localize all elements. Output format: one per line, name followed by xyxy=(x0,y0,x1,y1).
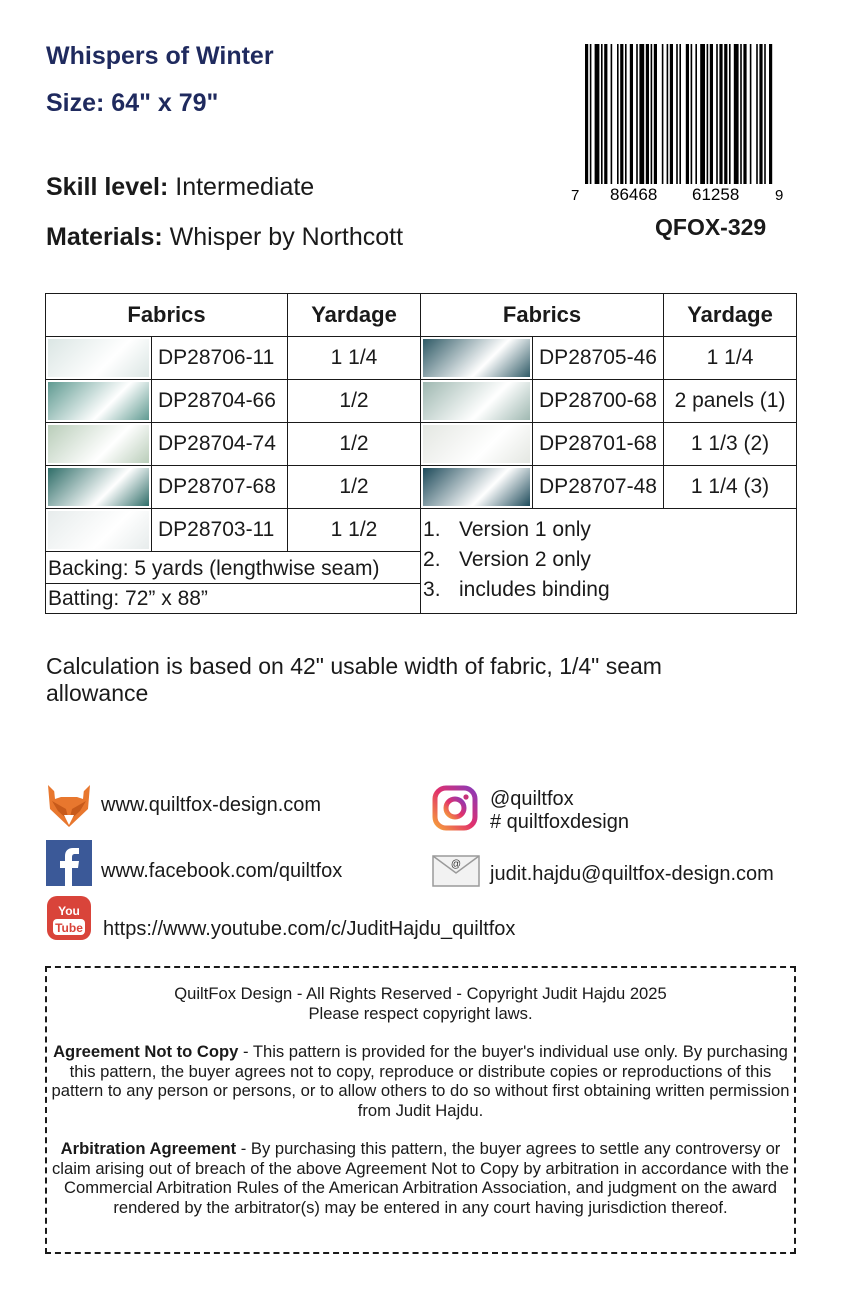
svg-text:You: You xyxy=(58,904,80,918)
arbitration-title: Arbitration Agreement xyxy=(60,1139,237,1158)
materials-value: Whisper by Northcott xyxy=(162,223,404,251)
email-link[interactable]: judit.hajdu@quiltfox-design.com xyxy=(490,863,774,885)
svg-text:Tube: Tube xyxy=(55,921,83,935)
fabric-yardage: 2 panels (1) xyxy=(664,380,797,423)
facebook-link[interactable]: www.facebook.com/quiltfox xyxy=(101,860,343,882)
fabric-swatch xyxy=(423,382,530,420)
fabric-swatch xyxy=(423,425,530,463)
instagram-icon xyxy=(432,785,478,831)
skill-level xyxy=(46,173,314,202)
barcode-digits-group1: 86468 xyxy=(610,185,658,204)
arbitration-paragraph xyxy=(47,1139,794,1217)
barcode-digits-group2: 61258 xyxy=(692,185,740,204)
barcode xyxy=(570,44,785,204)
backing-batting xyxy=(46,552,421,614)
table-row xyxy=(46,380,797,423)
materials-label: Materials: xyxy=(46,223,163,251)
copyright-line: QuiltFox Design - All Rights Reserved - Copyright Judit Hajdu 2025 xyxy=(174,984,667,1003)
footnote: 1. Version 1 only xyxy=(423,518,591,541)
fabric-yardage: 1/2 xyxy=(288,423,421,466)
fabric-code: DP28706-11 xyxy=(152,337,288,380)
agreement-text: - This pattern is provided for the buyer's individual use only. By purchasing this pattern, the buyer agrees not to copy, reproduce or distribute copies or reproductions of this pattern to any person or persons, or to allow others to do so without first obtaining written permission from Judit Hajdu. xyxy=(51,1042,790,1120)
instagram-hashtag: # quiltfoxdesign xyxy=(490,811,629,833)
fox-logo-icon xyxy=(46,783,92,829)
fabrics-header: Fabrics xyxy=(46,294,288,337)
barcode-digit-right: 9 xyxy=(775,187,784,204)
instagram-handle[interactable]: @quiltfox xyxy=(490,788,574,810)
footnotes xyxy=(421,509,797,614)
fabric-swatch xyxy=(423,468,530,506)
fabric-code: DP28707-68 xyxy=(152,466,288,509)
legal-notice xyxy=(45,966,796,1254)
fabric-swatch xyxy=(48,339,149,377)
fabric-yardage: 1 1/4 xyxy=(664,337,797,380)
table-row xyxy=(46,466,797,509)
fabric-swatch xyxy=(48,511,149,549)
fabric-yardage: 1 1/2 xyxy=(288,509,421,552)
fabric-swatch xyxy=(423,339,530,377)
calculation-note: Calculation is based on 42" usable width of fabric, 1/4" seam allowance xyxy=(46,653,662,706)
table-header-row xyxy=(46,294,797,337)
table-row xyxy=(46,337,797,380)
respect-line: Please respect copyright laws. xyxy=(308,1003,533,1023)
backing-text: Backing: 5 yards (lengthwise seam) xyxy=(48,557,380,580)
envelope-icon xyxy=(432,855,480,887)
table-row xyxy=(46,423,797,466)
youtube-link[interactable]: https://www.youtube.com/c/JuditHajdu_quiltfox xyxy=(103,918,516,940)
arbitration-text: - By purchasing this pattern, the buyer agrees to settle any controversy or claim arising out of breach of the above Agreement Not to Copy by arbitration in accordance with the Commercial Arbitration Rules of the American Arbitration Association, and judgment on the award rendered by the arbitrator(s) may be entered in any court having jurisdiction thereof. xyxy=(52,1139,789,1217)
fabric-yardage: 1/2 xyxy=(288,466,421,509)
barcode-digit-left: 7 xyxy=(571,187,580,204)
pattern-sku: QFOX-329 xyxy=(655,214,767,240)
fabric-swatch xyxy=(48,382,149,420)
fabric-code: DP28703-11 xyxy=(152,509,288,552)
skill-label: Skill level: xyxy=(46,173,169,201)
youtube-icon xyxy=(46,895,92,941)
website-link[interactable]: www.quiltfox-design.com xyxy=(101,794,322,816)
fabric-code: DP28707-48 xyxy=(533,466,664,509)
fabric-swatch xyxy=(48,468,149,506)
fabric-code: DP28705-46 xyxy=(533,337,664,380)
table-row xyxy=(46,509,797,552)
fabric-yardage: 1/2 xyxy=(288,380,421,423)
fabric-code: DP28704-74 xyxy=(152,423,288,466)
footnote: 2. Version 2 only xyxy=(423,548,591,571)
fabric-code: DP28700-68 xyxy=(533,380,664,423)
svg-text:@: @ xyxy=(450,859,462,870)
footnote: 3. includes binding xyxy=(423,578,610,601)
fabric-code: DP28701-68 xyxy=(533,423,664,466)
fabric-swatch xyxy=(48,425,149,463)
materials xyxy=(46,223,403,252)
pattern-title: Whispers of Winter xyxy=(46,42,274,70)
agreement-title: Agreement Not to Copy xyxy=(53,1042,239,1061)
fabrics-header: Fabrics xyxy=(421,294,664,337)
fabric-yardage: 1 1/4 (3) xyxy=(664,466,797,509)
batting-text: Batting: 72” x 88” xyxy=(46,583,420,613)
fabric-yardage: 1 1/4 xyxy=(288,337,421,380)
agreement-paragraph xyxy=(47,1042,794,1120)
fabric-yardage: 1 1/3 (2) xyxy=(664,423,797,466)
skill-value: Intermediate xyxy=(168,173,315,201)
fabric-table xyxy=(45,293,797,614)
facebook-icon xyxy=(46,840,92,886)
yardage-header: Yardage xyxy=(288,294,421,337)
quilt-size: Size: 64" x 79" xyxy=(46,89,219,117)
fabric-code: DP28704-66 xyxy=(152,380,288,423)
yardage-header: Yardage xyxy=(664,294,797,337)
